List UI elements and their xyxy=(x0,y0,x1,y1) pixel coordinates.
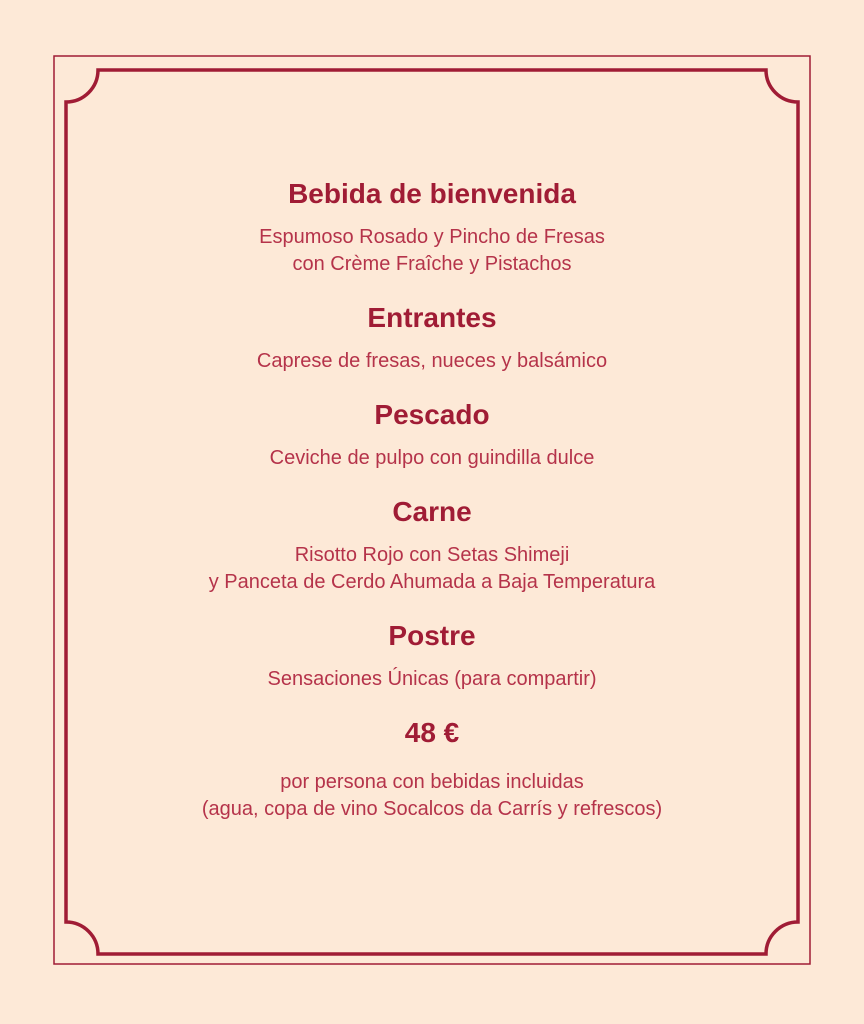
dish-line: Sensaciones Únicas (para compartir) xyxy=(267,668,597,690)
section-title: Entrantes xyxy=(367,302,497,333)
section-title: Bebida de bienvenida xyxy=(288,178,576,209)
section-title: Postre xyxy=(388,620,476,651)
section-title: Pescado xyxy=(374,399,490,430)
menu-section-meat xyxy=(80,494,784,596)
menu-section-price xyxy=(80,715,784,823)
menu-section-fish xyxy=(80,397,784,472)
dish-line: Ceviche de pulpo con guindilla dulce xyxy=(269,447,595,469)
price-note: por persona con bebidas incluidas xyxy=(280,771,584,793)
menu-section-starters xyxy=(80,300,784,375)
dish-line: Espumoso Rosado y Pincho de Fresas xyxy=(259,226,605,248)
menu-section-welcome-drink xyxy=(80,176,784,278)
menu-section-dessert xyxy=(80,618,784,693)
section-title: Carne xyxy=(392,496,472,527)
dish-line: Risotto Rojo con Setas Shimeji xyxy=(294,544,570,566)
dish-line: Caprese de fresas, nueces y balsámico xyxy=(256,350,608,372)
dish-line: con Crème Fraîche y Pistachos xyxy=(292,253,572,275)
price-amount: 48 € xyxy=(404,717,460,748)
dish-line: y Panceta de Cerdo Ahumada a Baja Temperatura xyxy=(208,571,656,593)
price-note: (agua, copa de vino Socalcos da Carrís y refrescos) xyxy=(201,798,663,820)
menu-content xyxy=(80,176,784,845)
